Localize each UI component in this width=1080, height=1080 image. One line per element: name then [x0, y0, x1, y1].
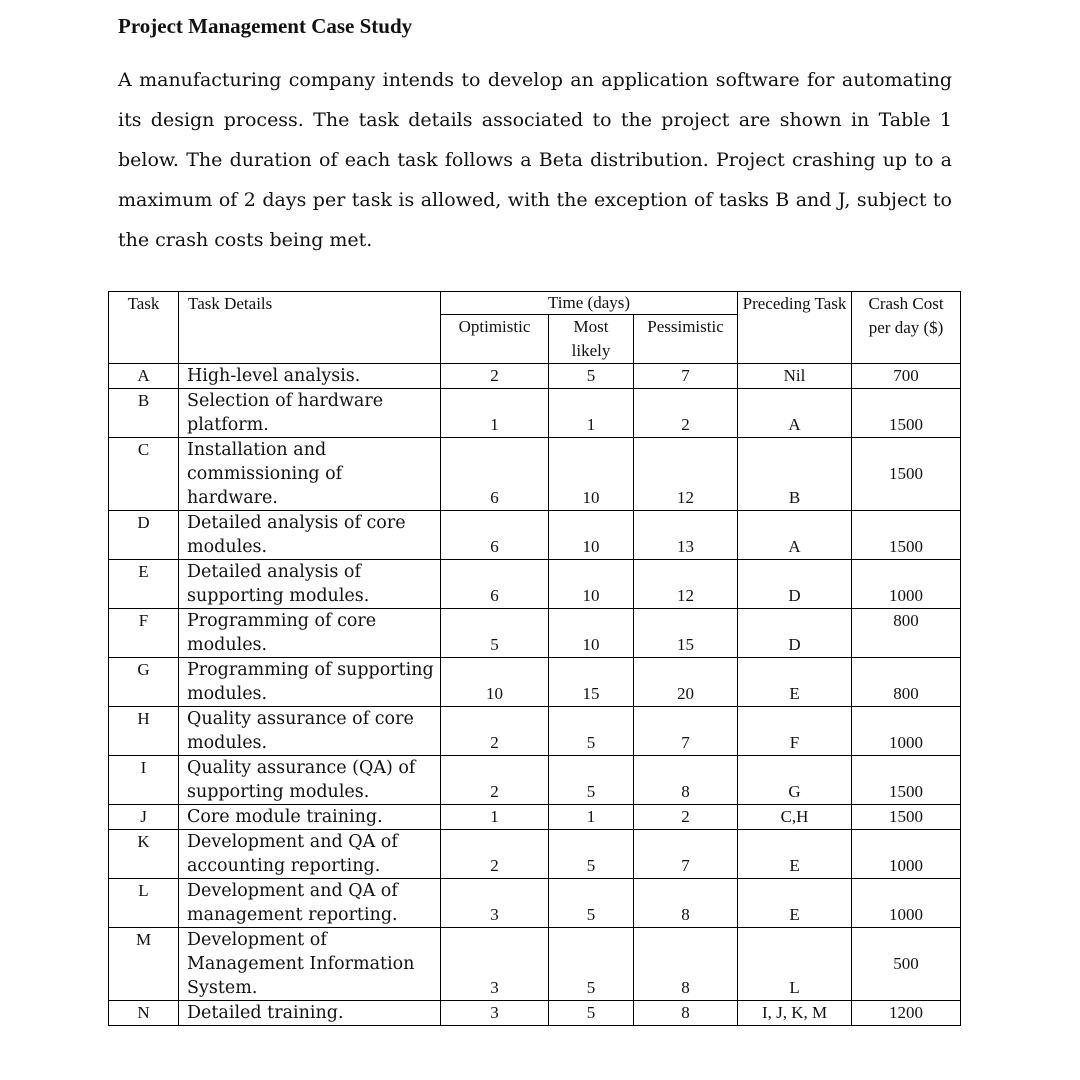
- most-likely-value: 1: [549, 389, 634, 438]
- task-details: Development of Management Information System.: [179, 928, 441, 1001]
- optimistic-value: 1: [441, 389, 549, 438]
- task-details: Development and QA of accounting reporting.: [179, 830, 441, 879]
- pessimistic-value: 20: [634, 658, 738, 707]
- crash-cost: 1500: [852, 389, 961, 438]
- table-row: [109, 658, 961, 707]
- task-id: L: [109, 879, 179, 928]
- pessimistic-value: 12: [634, 438, 738, 511]
- task-id: C: [109, 438, 179, 511]
- optimistic-value: 2: [441, 830, 549, 879]
- task-details: Development and QA of management reporting.: [179, 879, 441, 928]
- crash-cost-cell: [852, 560, 961, 609]
- most-likely-value: 5: [549, 756, 634, 805]
- pessimistic-value: 2: [634, 389, 738, 438]
- task-details: Detailed analysis of core modules.: [179, 511, 441, 560]
- crash-cost: 1000: [852, 707, 961, 756]
- task-details: Quality assurance of core modules.: [179, 707, 441, 756]
- preceding-task: B: [738, 438, 852, 511]
- pessimistic-value: 2: [634, 805, 738, 830]
- table-row: [109, 879, 961, 928]
- task-id: H: [109, 707, 179, 756]
- task-id: K: [109, 830, 179, 879]
- optimistic-value: 6: [441, 511, 549, 560]
- task-details: Detailed training.: [179, 1001, 441, 1026]
- optimistic-value: 1: [441, 805, 549, 830]
- most-likely-value: 15: [549, 658, 634, 707]
- crash-cost: 1000: [889, 586, 924, 605]
- crash-cost: 1500: [852, 438, 961, 511]
- pessimistic-value: 7: [634, 364, 738, 389]
- header-task: Task: [109, 292, 179, 364]
- preceding-task: F: [738, 707, 852, 756]
- table-row: [109, 511, 961, 560]
- header-most-likely: Most likely: [549, 315, 634, 364]
- task-id: I: [109, 756, 179, 805]
- crash-cost: 1000: [852, 830, 961, 879]
- task-details: Quality assurance (QA) of supporting modules.: [179, 756, 441, 805]
- task-details: Core module training.: [179, 805, 441, 830]
- pessimistic-value: 8: [634, 1001, 738, 1026]
- header-pessimistic: Pessimistic: [634, 315, 738, 364]
- pessimistic-value: 8: [634, 879, 738, 928]
- header-crash-cost: Crash Cost per day ($): [852, 292, 961, 364]
- pessimistic-value: 12: [634, 560, 738, 609]
- most-likely-value: 5: [549, 707, 634, 756]
- preceding-task: C,H: [738, 805, 852, 830]
- task-details: Selection of hardware platform.: [179, 389, 441, 438]
- pessimistic-value: 8: [634, 928, 738, 1001]
- optimistic-value: 2: [441, 756, 549, 805]
- most-likely-value: 5: [549, 1001, 634, 1026]
- preceding-task: E: [738, 830, 852, 879]
- crash-cost: 800: [852, 658, 961, 707]
- task-id: M: [109, 928, 179, 1001]
- crash-cost: 800: [852, 609, 961, 658]
- most-likely-value: 5: [549, 830, 634, 879]
- table-row: [109, 830, 961, 879]
- preceding-task: A: [738, 511, 852, 560]
- task-id: G: [109, 658, 179, 707]
- task-id: E: [109, 560, 179, 609]
- most-likely-value: 5: [549, 364, 634, 389]
- header-task-details: Task Details: [179, 292, 441, 364]
- pessimistic-value: 7: [634, 830, 738, 879]
- header-preceding-task: Preceding Task: [738, 292, 852, 364]
- table-row: [109, 928, 961, 1001]
- task-details: Programming of supporting modules.: [179, 658, 441, 707]
- optimistic-value: 10: [441, 658, 549, 707]
- optimistic-value: 3: [441, 928, 549, 1001]
- crash-cost: 500: [852, 928, 961, 1001]
- most-likely-value: 10: [549, 560, 634, 609]
- pessimistic-value: 7: [634, 707, 738, 756]
- optimistic-value: 3: [441, 879, 549, 928]
- optimistic-value: 5: [441, 609, 549, 658]
- table-header-row: [109, 292, 961, 315]
- preceding-task: E: [738, 879, 852, 928]
- most-likely-value: 5: [549, 928, 634, 1001]
- task-details: Detailed analysis of supporting modules.: [179, 560, 441, 609]
- optimistic-value: 2: [441, 364, 549, 389]
- task-details: Programming of core modules.: [179, 609, 441, 658]
- table-row: [109, 805, 961, 830]
- header-optimistic: Optimistic: [441, 315, 549, 364]
- preceding-task: G: [738, 756, 852, 805]
- task-id: N: [109, 1001, 179, 1026]
- table-row: [109, 756, 961, 805]
- table-row: [109, 707, 961, 756]
- preceding-task: D: [738, 609, 852, 658]
- task-id: F: [109, 609, 179, 658]
- task-details: Installation and commissioning of hardware.: [179, 438, 441, 511]
- most-likely-value: 10: [549, 511, 634, 560]
- document-title: Project Management Case Study: [118, 14, 413, 38]
- most-likely-value: 5: [549, 879, 634, 928]
- crash-cost: 1500: [852, 511, 961, 560]
- intro-paragraph: A manufacturing company intends to develop an application software for automating its design process. The task details associated to the project are shown in Table 1 below. The duration of each task follows a Beta distribution. Project crashing up to a maximum of 2 days per task is allowed, with the exception of tasks B and J, subject to the crash costs being met.: [118, 69, 952, 251]
- crash-cost: 1500: [852, 805, 961, 830]
- task-id: J: [109, 805, 179, 830]
- pessimistic-value: 13: [634, 511, 738, 560]
- optimistic-value: 2: [441, 707, 549, 756]
- preceding-task: E: [738, 658, 852, 707]
- crash-cost: 1200: [852, 1001, 961, 1026]
- optimistic-value: 6: [441, 560, 549, 609]
- preceding-task: I, J, K, M: [738, 1001, 852, 1026]
- crash-cost: 1000: [852, 879, 961, 928]
- optimistic-value: 6: [441, 438, 549, 511]
- preceding-task: L: [738, 928, 852, 1001]
- table-row: [109, 364, 961, 389]
- table-row: [109, 1001, 961, 1026]
- preceding-task: D: [738, 560, 852, 609]
- preceding-task: A: [738, 389, 852, 438]
- most-likely-value: 10: [549, 609, 634, 658]
- crash-cost: 1500: [852, 756, 961, 805]
- pessimistic-value: 8: [634, 756, 738, 805]
- task-details: High-level analysis.: [179, 364, 441, 389]
- crash-cost: 700: [852, 364, 961, 389]
- task-id: D: [109, 511, 179, 560]
- table-row: [109, 389, 961, 438]
- task-id: A: [109, 364, 179, 389]
- most-likely-value: 1: [549, 805, 634, 830]
- header-time: Time (days): [441, 292, 738, 315]
- most-likely-value: 10: [549, 438, 634, 511]
- pessimistic-value: 15: [634, 609, 738, 658]
- table-row: [109, 560, 961, 609]
- table-row: [109, 609, 961, 658]
- optimistic-value: 3: [441, 1001, 549, 1026]
- task-id: B: [109, 389, 179, 438]
- table-row: [109, 438, 961, 511]
- preceding-task: Nil: [738, 364, 852, 389]
- task-table: [108, 291, 961, 1026]
